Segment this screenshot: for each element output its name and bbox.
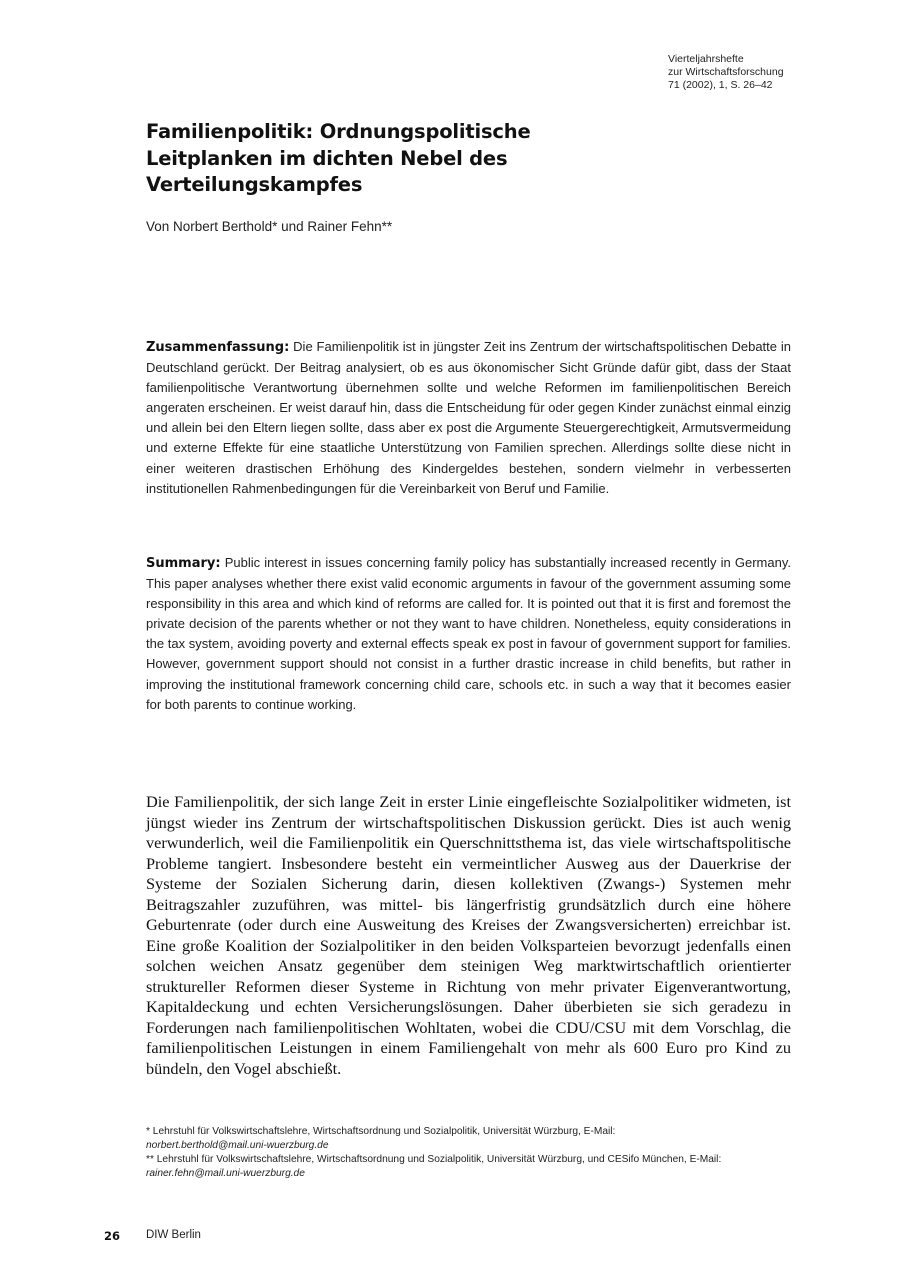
footnotes xyxy=(146,1125,791,1181)
journal-name-line-2: zur Wirtschaftsforschung xyxy=(668,66,784,78)
abstract-german-label: Zusammenfassung: xyxy=(146,340,290,355)
abstract-english-label: Summary: xyxy=(146,556,221,571)
abstract-english xyxy=(146,553,791,715)
footnote-2-email: rainer.fehn@mail.uni-wuerzburg.de xyxy=(146,1168,305,1179)
title-line-3: Verteilungskampfes xyxy=(146,173,363,196)
abstract-german xyxy=(146,337,791,499)
journal-name-line-1: Vierteljahrshefte xyxy=(668,53,744,65)
footnote-2-text: ** Lehrstuhl für Volkswirtschaftslehre, Wirtschaftsordnung und Sozialpolitik, Universität Würzburg, und CESifo München, E-Mail: xyxy=(146,1154,722,1165)
page-number: 26 xyxy=(104,1229,121,1243)
journal-volume-issue-pages: 71 (2002), 1, S. 26–42 xyxy=(668,79,773,91)
footnote-1-email: norbert.berthold@mail.uni-wuerzburg.de xyxy=(146,1140,329,1151)
footnote-1 xyxy=(146,1125,791,1153)
footnote-2 xyxy=(146,1153,791,1181)
article-title xyxy=(146,119,706,199)
publisher-name: DIW Berlin xyxy=(146,1229,201,1241)
footnote-1-text: * Lehrstuhl für Volkswirtschaftslehre, Wirtschaftsordnung und Sozialpolitik, Universität Würzburg, E-Mail: xyxy=(146,1126,616,1137)
title-line-1: Familienpolitik: Ordnungspolitische xyxy=(146,120,531,143)
body-paragraph: Die Familienpolitik, der sich lange Zeit in erster Linie eingefleischte Sozialpolitiker widmeten, ist jüngst wieder ins Zentrum der wirtschaftspolitischen Diskussion gerückt. Dies ist auch wenig verwunderlich, weil die Familienpolitik ein Querschnittsthema ist, das viele wirtschaftspolitische Probleme tangiert. Insbesondere besteht ein vermeintlicher Ausweg aus der Dauerkrise der Systeme der Sozialen Sicherung darin, diesen kollektiven (Zwangs-) Systemen mehr Beitragszahler zuzuführen, was mittel- bis längerfristig grundsätzlich durch eine höhere Geburtenrate (oder durch eine Ausweitung des Kreises der Zwangsversicherten) erreichbar ist. Eine große Koalition der Sozialpolitiker in den beiden Volksparteien bevorzugt jedenfalls einen solchen weichen Ansatz gegenüber dem steinigen Weg marktwirtschaftlich orientierter struktureller Reformen dieser Systeme in Richtung von mehr privater Eigenverantwortung, Kapitaldeckung und echten Versicherungslösungen. Daher überbieten sie sich geradezu in Forderungen nach familienpolitischen Wohltaten, wobei die CDU/CSU mit dem Vorschlag, die familienpolitischen Leistungen in einem Familiengehalt von mehr als 600 Euro pro Kind zu bündeln, den Vogel abschießt. xyxy=(146,792,791,1078)
abstract-english-text: Public interest in issues concerning family policy has substantially increased recently in Germany. This paper analyses whether there exist valid economic arguments in favour of the government assuming some responsibility in this area and which kind of reforms are called for. It is pointed out that it is first and foremost the private decision of the parents whether or not they want to have children. Nonetheless, equity considerations in the tax system, avoiding poverty and external effects speak ex post in favour of government support for families. However, government support should not consist in a further drastic increase in child benefits, but rather in improving the institutional framework concerning child care, schools etc. in such a way that it becomes easier for both parents to continue working. xyxy=(146,555,791,712)
abstract-german-text: Die Familienpolitik ist in jüngster Zeit ins Zentrum der wirtschaftspolitischen Debatte in Deutschland gerückt. Der Beitrag analysiert, ob es aus ökonomischer Sicht Gründe dafür gibt, dass der Staat familienpolitische Verantwortung übernehmen sollte und welche Reformen im familienpolitischen Bereich angeraten erscheinen. Er weist darauf hin, dass die Entscheidung für oder gegen Kinder zunächst einmal einzig und allein bei den Eltern liegen sollte, dass aber ex post die Argumente Steuergerechtigkeit, Armutsvermeidung und externe Effekte für eine staatliche Unterstützung von Familien sprechen. Allerdings sollte diese nicht in einer weiteren drastischen Erhöhung des Kindergeldes bestehen, sondern vielmehr in verbesserten institutionellen Rahmenbedingungen für die Vereinbarkeit von Beruf und Familie. xyxy=(146,339,791,496)
journal-reference xyxy=(668,53,868,92)
author-line: Von Norbert Berthold* und Rainer Fehn** xyxy=(146,219,393,234)
title-line-2: Leitplanken im dichten Nebel des xyxy=(146,146,508,170)
